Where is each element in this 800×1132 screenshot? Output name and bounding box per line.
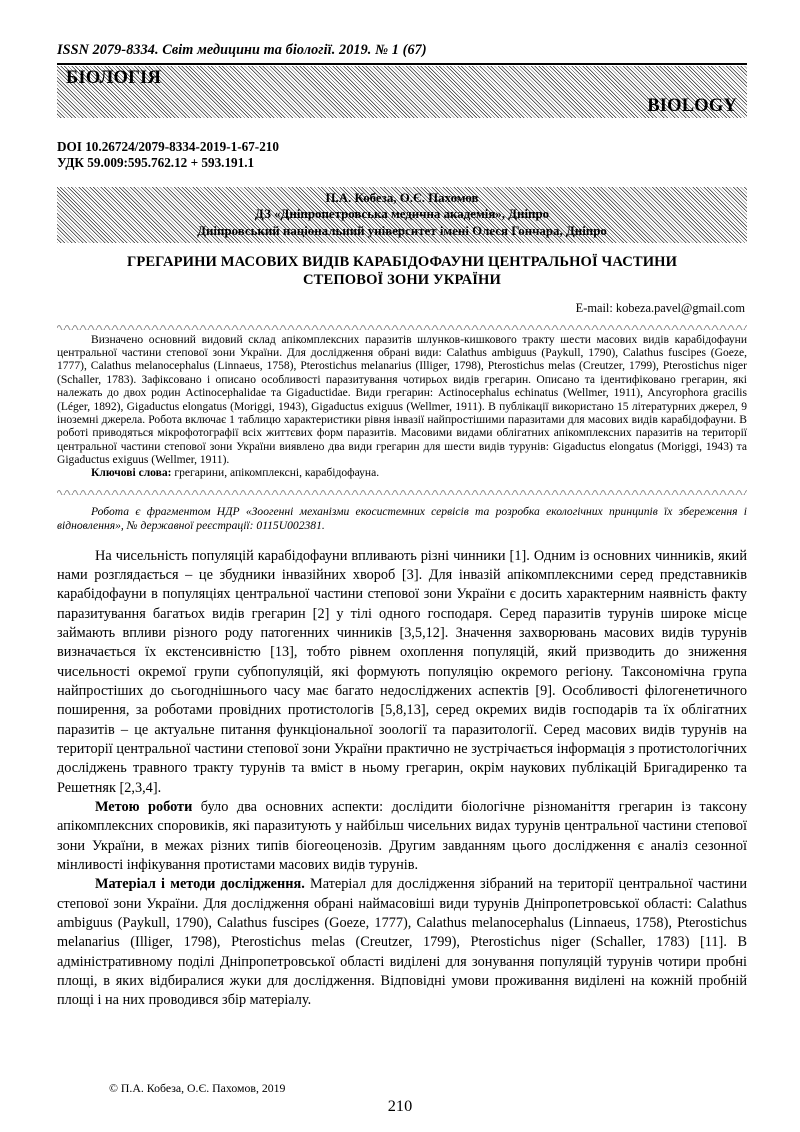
title-line-2: СТЕПОВОЇ ЗОНИ УКРАЇНИ xyxy=(303,272,501,289)
keywords-line xyxy=(57,467,747,480)
funding-note: Робота є фрагментом НДР «Зоогенні механізми екосистемних сервісів та розробка екологічних принципів їх збереження і відновлення», № державної реєстрації: 0115U002381. xyxy=(57,504,747,532)
paragraph-body: На чисельність популяцій карабідофауни впливають різні чинники [1]. Одним із основних чинників, який нами розглядається – це збудники інвазійних хвороб [3]. Для інвазій апікомплексними серед представників карабідофауни в популяціях центральної частини степової зони України є досить характерним наявність факту паразитування багатьох видів грегарин [2] у тілі одного господаря. Серед паразитів турунів широке місце займають впливи різного роду патогенних чинників [3,5,12]. Значення захворювань масових видів турунів визначається їх екстенсивністю [13], тобто рівнем охоплення популяцій, який призводить до зниження чисельності окремої групи субпопуляцій, які формують популяцію окремого регіону. Таксономічна група найпростіших до сьогоднішнього часу має багато недосліджених аспектів [9]. Особливості філогенетичного поширення, за роботами провідних протистологів [5,8,13], серед окремих видів господарів та їх облігатних паразитів – це актуальне питання функціональної зоології та паразитології. Серед масових видів турунів на території центральної частини степової зони України практично не зустрічається інформація з протистологічних досліджень травного тракту турунів та вміст в ньому грегарин, окрім наукових публікацій Бригадиренко та Решетняк [2,3,4]. xyxy=(57,547,747,796)
body-paragraph xyxy=(57,798,747,875)
udc-line: УДК 59.009:595.762.12 + 593.191.1 xyxy=(57,154,255,170)
paragraph-lead: Матеріал і методи дослідження. xyxy=(95,876,305,893)
section-label-uk: БІОЛОГІЯ xyxy=(66,68,162,88)
wavy-divider-bottom xyxy=(57,488,747,495)
copyright-notice: © П.А. Кобеза, О.Є. Пахомов, 2019 xyxy=(109,1081,286,1095)
title-line-1: ГРЕГАРИНИ МАСОВИХ ВИДІВ КАРАБІДОФАУНИ ЦЕНТРАЛЬНОЇ ЧАСТИНИ xyxy=(126,253,678,270)
wavy-divider-top xyxy=(57,323,747,330)
header-divider-rule xyxy=(57,63,747,65)
author-band xyxy=(57,187,747,243)
affiliation-secondary: Дніпровський національний університет імені Олеся Гончара, Дніпро xyxy=(197,223,607,238)
paragraph-body: Матеріал для дослідження зібраний на території центральної частини степової зони України. Для дослідження обрані наймасовіші види турунів Дніпропетровської області: Calathus ambiguus (Paykull, 1790), Calathus fuscipes (Goeze, 1777), Calathus melanocephalus (Linnaeus, 1758), Pterostichus melanarius (Illiger, 1798), Pterostichus melas (Creutzer, 1799), Pterostichus niger (Schaller, 1783) [11]. В адміністративному поділі Дніпропетровської області виділені для зонування популяцій турунів чотири пробні площі, в яких відбиралися жуки для дослідження. Відповідні умови проживання виділені на кожній пробній площі і на них проводився збір матеріалу. xyxy=(57,876,747,1009)
affiliation-primary: ДЗ «Дніпропетровська медична академія», Дніпро xyxy=(254,207,550,222)
contact-email: E-mail: kobeza.pavel@gmail.com xyxy=(575,300,745,315)
section-band xyxy=(57,66,747,118)
page-number: 210 xyxy=(387,1096,413,1115)
keywords-value: грегарини, апікомплексні, карабідофауна. xyxy=(171,467,380,480)
paragraph-body: було два основних аспекти: дослідити біологічне різноманіття грегарин із таксону апікомплексних споровиків, які паразитують у найбільш чисельних видах турунів центральної частини степової зони України, в межах різних типів біогеоценозів. Другим завданням цього дослідження є аналіз сезонної мінливості інфікування протистами масових видів турунів. xyxy=(57,799,747,874)
body-paragraph xyxy=(57,875,747,1010)
section-label-en: BIOLOGY xyxy=(647,96,737,116)
doi-line: DOI 10.26724/2079-8334-2019-1-67-210 xyxy=(57,139,279,154)
page-content xyxy=(57,0,747,1011)
keywords-label: Ключові слова: xyxy=(91,467,172,480)
body-paragraph xyxy=(57,547,747,798)
identifier-codes xyxy=(57,139,747,170)
page-title xyxy=(57,253,747,290)
running-head: ISSN 2079-8334. Світ медицини та біології. 2019. № 1 (67) xyxy=(57,42,427,58)
abstract-text: Визначено основний видовий склад апікомплексних паразитів шлунков-кишкового тракту шести масових видів карабідофауни центральної частини степової зони України. Для дослідження обрані види: Calathus ambiguus (Paykull, 1790), Calathus fuscipes (Goeze, 1777), Calathus melanocephalus (Linnaeus, 1758), Pterostichus melanarius (Illiger, 1798), Pterostichus melas (Creutzer, 1799), Pterostichus niger (Schaller, 1783). Зафіксовано і описано особливості паразитування чотирьох видів грегарин. Описано та ідентифіковано грегарин, які належать до двох родин Actinocephalidae та Gigaductidae. Види грегарин: Actinocephalus echinatus (Wellmer, 1911), Ancyrophora gracilis (Léger, 1892), Gigaductus elongatus (Moriggi, 1943), Gigaductus exiguus (Wellmer, 1911). В публікації використано 15 літературних джерел, 9 іноземні джерела. Робота включає 1 таблицю характеристики рівня інвазії найпростішими паразитами для масових видів карабідофауни. В роботі приводяться мікрофотографії всіх життєвих форм паразитів. Масовими видами облігатних апікомплексних паразитів на території центральної частини степової зони України виявлено два види грегарин для шести видів турунів: Gigaductus elongatus (Moriggi, 1943) та Gigaductus exiguus (Wellmer, 1911). xyxy=(57,333,747,466)
paragraph-lead: Метою роботи xyxy=(95,799,193,816)
author-names: П.А. Кобеза, О.Є. Пахомов xyxy=(325,191,479,206)
